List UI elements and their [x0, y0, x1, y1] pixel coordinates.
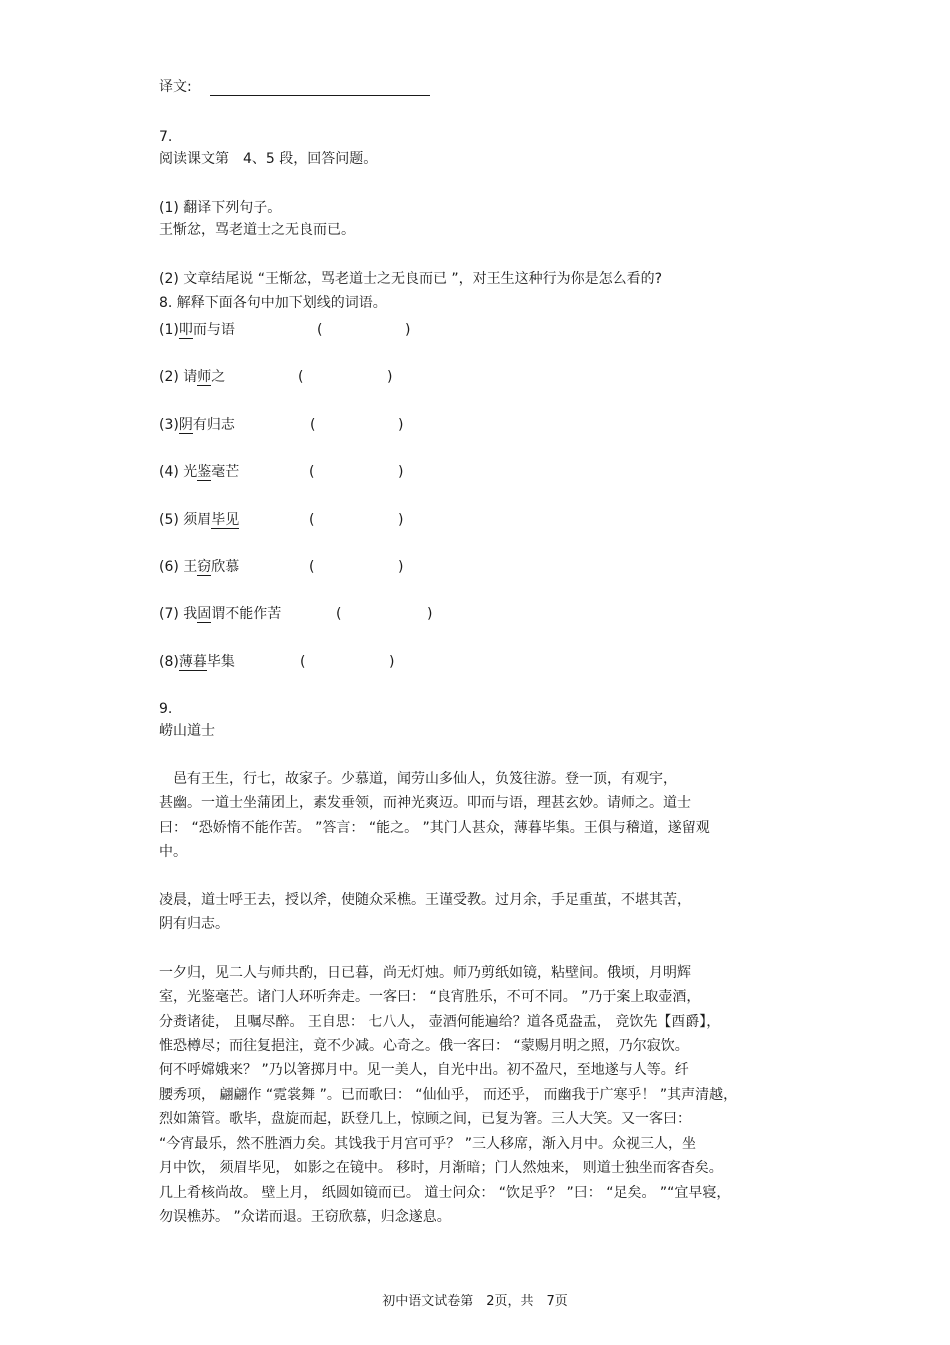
q8-item	[159, 418, 235, 432]
q8-item-prefix: (5) 须眉	[159, 512, 212, 528]
q7-number: 7.	[159, 129, 173, 145]
q8-item	[159, 370, 225, 384]
translation-answer-line[interactable]	[210, 95, 430, 96]
q8-item-underlined-word: 叩	[178, 322, 193, 338]
q8-item-underlined-word: 毕见	[211, 512, 240, 528]
q8-answer-paren-close: )	[398, 559, 404, 575]
q8-item-underlined-word: 固	[197, 606, 212, 622]
q8-item-underlined-word: 阴	[178, 417, 193, 433]
q8-item-suffix: 之	[211, 369, 226, 385]
q8-item-suffix: 而与语	[192, 322, 235, 338]
q8-item-prefix: (6) 王	[159, 559, 198, 575]
passage-line: 邑有王生，行七，故家子。少慕道，闻劳山多仙人，负笈往游。登一顶，有观宇，	[159, 771, 677, 787]
q8-item-prefix: (1)	[159, 322, 179, 338]
q8-item-underlined-word: 薄暮	[178, 654, 207, 670]
q8-item-suffix: 毕集	[206, 654, 235, 670]
q8-title: 8. 解释下面各句中加下划线的词语。	[159, 295, 387, 311]
passage-line: 室，光鉴毫芒。诸门人环听奔走。一客曰： “良宵胜乐，不可不同。 ”乃于案上取壶酒，	[159, 989, 701, 1005]
q8-answer-paren-open: (	[298, 369, 304, 385]
passage-line: 月中饮， 须眉毕见， 如影之在镜中。 移时，月渐暗；门人然烛来， 则道士独坐而客杳矣。	[159, 1160, 723, 1176]
q8-answer-paren-open: (	[317, 322, 323, 338]
q9-number: 9.	[159, 701, 173, 717]
passage-line: 勿误樵苏。 ”众诺而退。王窃欣慕，归念遂息。	[159, 1209, 451, 1225]
q8-item-underlined-word: 师	[197, 369, 212, 385]
q8-answer-paren-open: (	[309, 512, 315, 528]
passage-line: 何不呼嫦娥来？ ”乃以箸掷月中。见一美人，自光中出。初不盈尺，至地遂与人等。纤	[159, 1062, 689, 1078]
q8-answer-paren-close: )	[398, 417, 404, 433]
q8-answer-paren-close: )	[398, 464, 404, 480]
q8-item	[159, 655, 235, 669]
passage-line: 分赉诸徒， 且嘱尽醉。 王自思： 七八人， 壶酒何能遍给？道各觅盎盂， 竞饮先【酉爵】，	[159, 1014, 721, 1030]
translation-label: 译文:	[159, 79, 192, 95]
passage-line: 几上肴核尚故。 壁上月， 纸圆如镜而已。 道士问众： “饮足乎？ ”曰： “足矣。 ”“宜早寝，	[159, 1185, 731, 1201]
q7-sub1-sentence: 王惭忿，骂老道士之无良而已。	[159, 222, 355, 238]
passage-line: 惟恐樽尽；而往复挹注，竟不少减。心奇之。俄一客曰： “蒙赐月明之照，乃尔寂饮。	[159, 1038, 689, 1054]
q8-item-prefix: (4) 光	[159, 464, 198, 480]
q7-instruction: 阅读课文第 4、5 段，回答问题。	[159, 151, 378, 167]
page-footer: 初中语文试卷第 2页，共 7页	[382, 1294, 568, 1309]
passage-line: 一夕归，见二人与师共酌，日已暮，尚无灯烛。师乃剪纸如镜，粘壁间。俄顷，月明辉	[159, 965, 691, 981]
q8-item-suffix: 谓不能作苦	[211, 606, 282, 622]
q8-answer-paren-close: )	[387, 369, 393, 385]
q8-item	[159, 513, 239, 527]
passage-line: 腰秀项， 翩翩作 “霓裳舞 ”。已而歌曰： “仙仙乎， 而还乎， 而幽我于广寒乎！ ”其声清越，	[159, 1087, 738, 1103]
passage-line: 凌晨，道士呼王去，授以斧，使随众采樵。王谨受教。过月余，手足重茧，不堪其苦，	[159, 892, 691, 908]
passage-line: 甚幽。一道士坐蒲团上，素发垂领，而神光爽迈。叩而与语，理甚玄妙。请师之。道士	[159, 795, 691, 811]
q8-item-suffix: 毫芒	[211, 464, 240, 480]
passage-line: 中。	[159, 844, 187, 860]
passage-line: 烈如箫管。歌毕，盘旋而起，跃登几上，惊顾之间，已复为箸。三人大笑。又一客曰：	[159, 1111, 691, 1127]
q7-sub1-label: (1) 翻译下列句子。	[159, 200, 282, 216]
q8-item-prefix: (8)	[159, 654, 179, 670]
q8-item	[159, 560, 239, 574]
q8-answer-paren-open: (	[309, 464, 315, 480]
q8-answer-paren-close: )	[405, 322, 411, 338]
q8-item-prefix: (7) 我	[159, 606, 198, 622]
passage-line: 阴有归志。	[159, 916, 229, 932]
q8-item-prefix: (3)	[159, 417, 179, 433]
passage-line: “今宵最乐，然不胜酒力矣。其饯我于月宫可乎？ ”三人移席，渐入月中。众视三人，坐	[159, 1136, 696, 1152]
q8-answer-paren-close: )	[427, 606, 433, 622]
q8-item-prefix: (2) 请	[159, 369, 198, 385]
q8-item-underlined-word: 窃	[197, 559, 212, 575]
q7-sub2: (2) 文章结尾说 “王惭忿，骂老道士之无良而已 ”，对王生这种行为你是怎么看的?	[159, 271, 663, 287]
q8-answer-paren-close: )	[398, 512, 404, 528]
q8-answer-paren-close: )	[389, 654, 395, 670]
q8-answer-paren-open: (	[336, 606, 342, 622]
q9-title: 崂山道士	[159, 723, 215, 739]
q8-item	[159, 323, 235, 337]
q8-answer-paren-open: (	[300, 654, 306, 670]
q8-item-suffix: 有归志	[192, 417, 235, 433]
q8-item	[159, 607, 281, 621]
q8-answer-paren-open: (	[309, 559, 315, 575]
q8-answer-paren-open: (	[310, 417, 316, 433]
q8-item-underlined-word: 鉴	[197, 464, 212, 480]
q8-item-suffix: 欣慕	[211, 559, 240, 575]
passage-line: 曰： “恐娇惰不能作苦。 ”答言： “能之。 ”其门人甚众，薄暮毕集。王俱与稽道，遂留观	[159, 820, 710, 836]
q8-item	[159, 465, 239, 479]
